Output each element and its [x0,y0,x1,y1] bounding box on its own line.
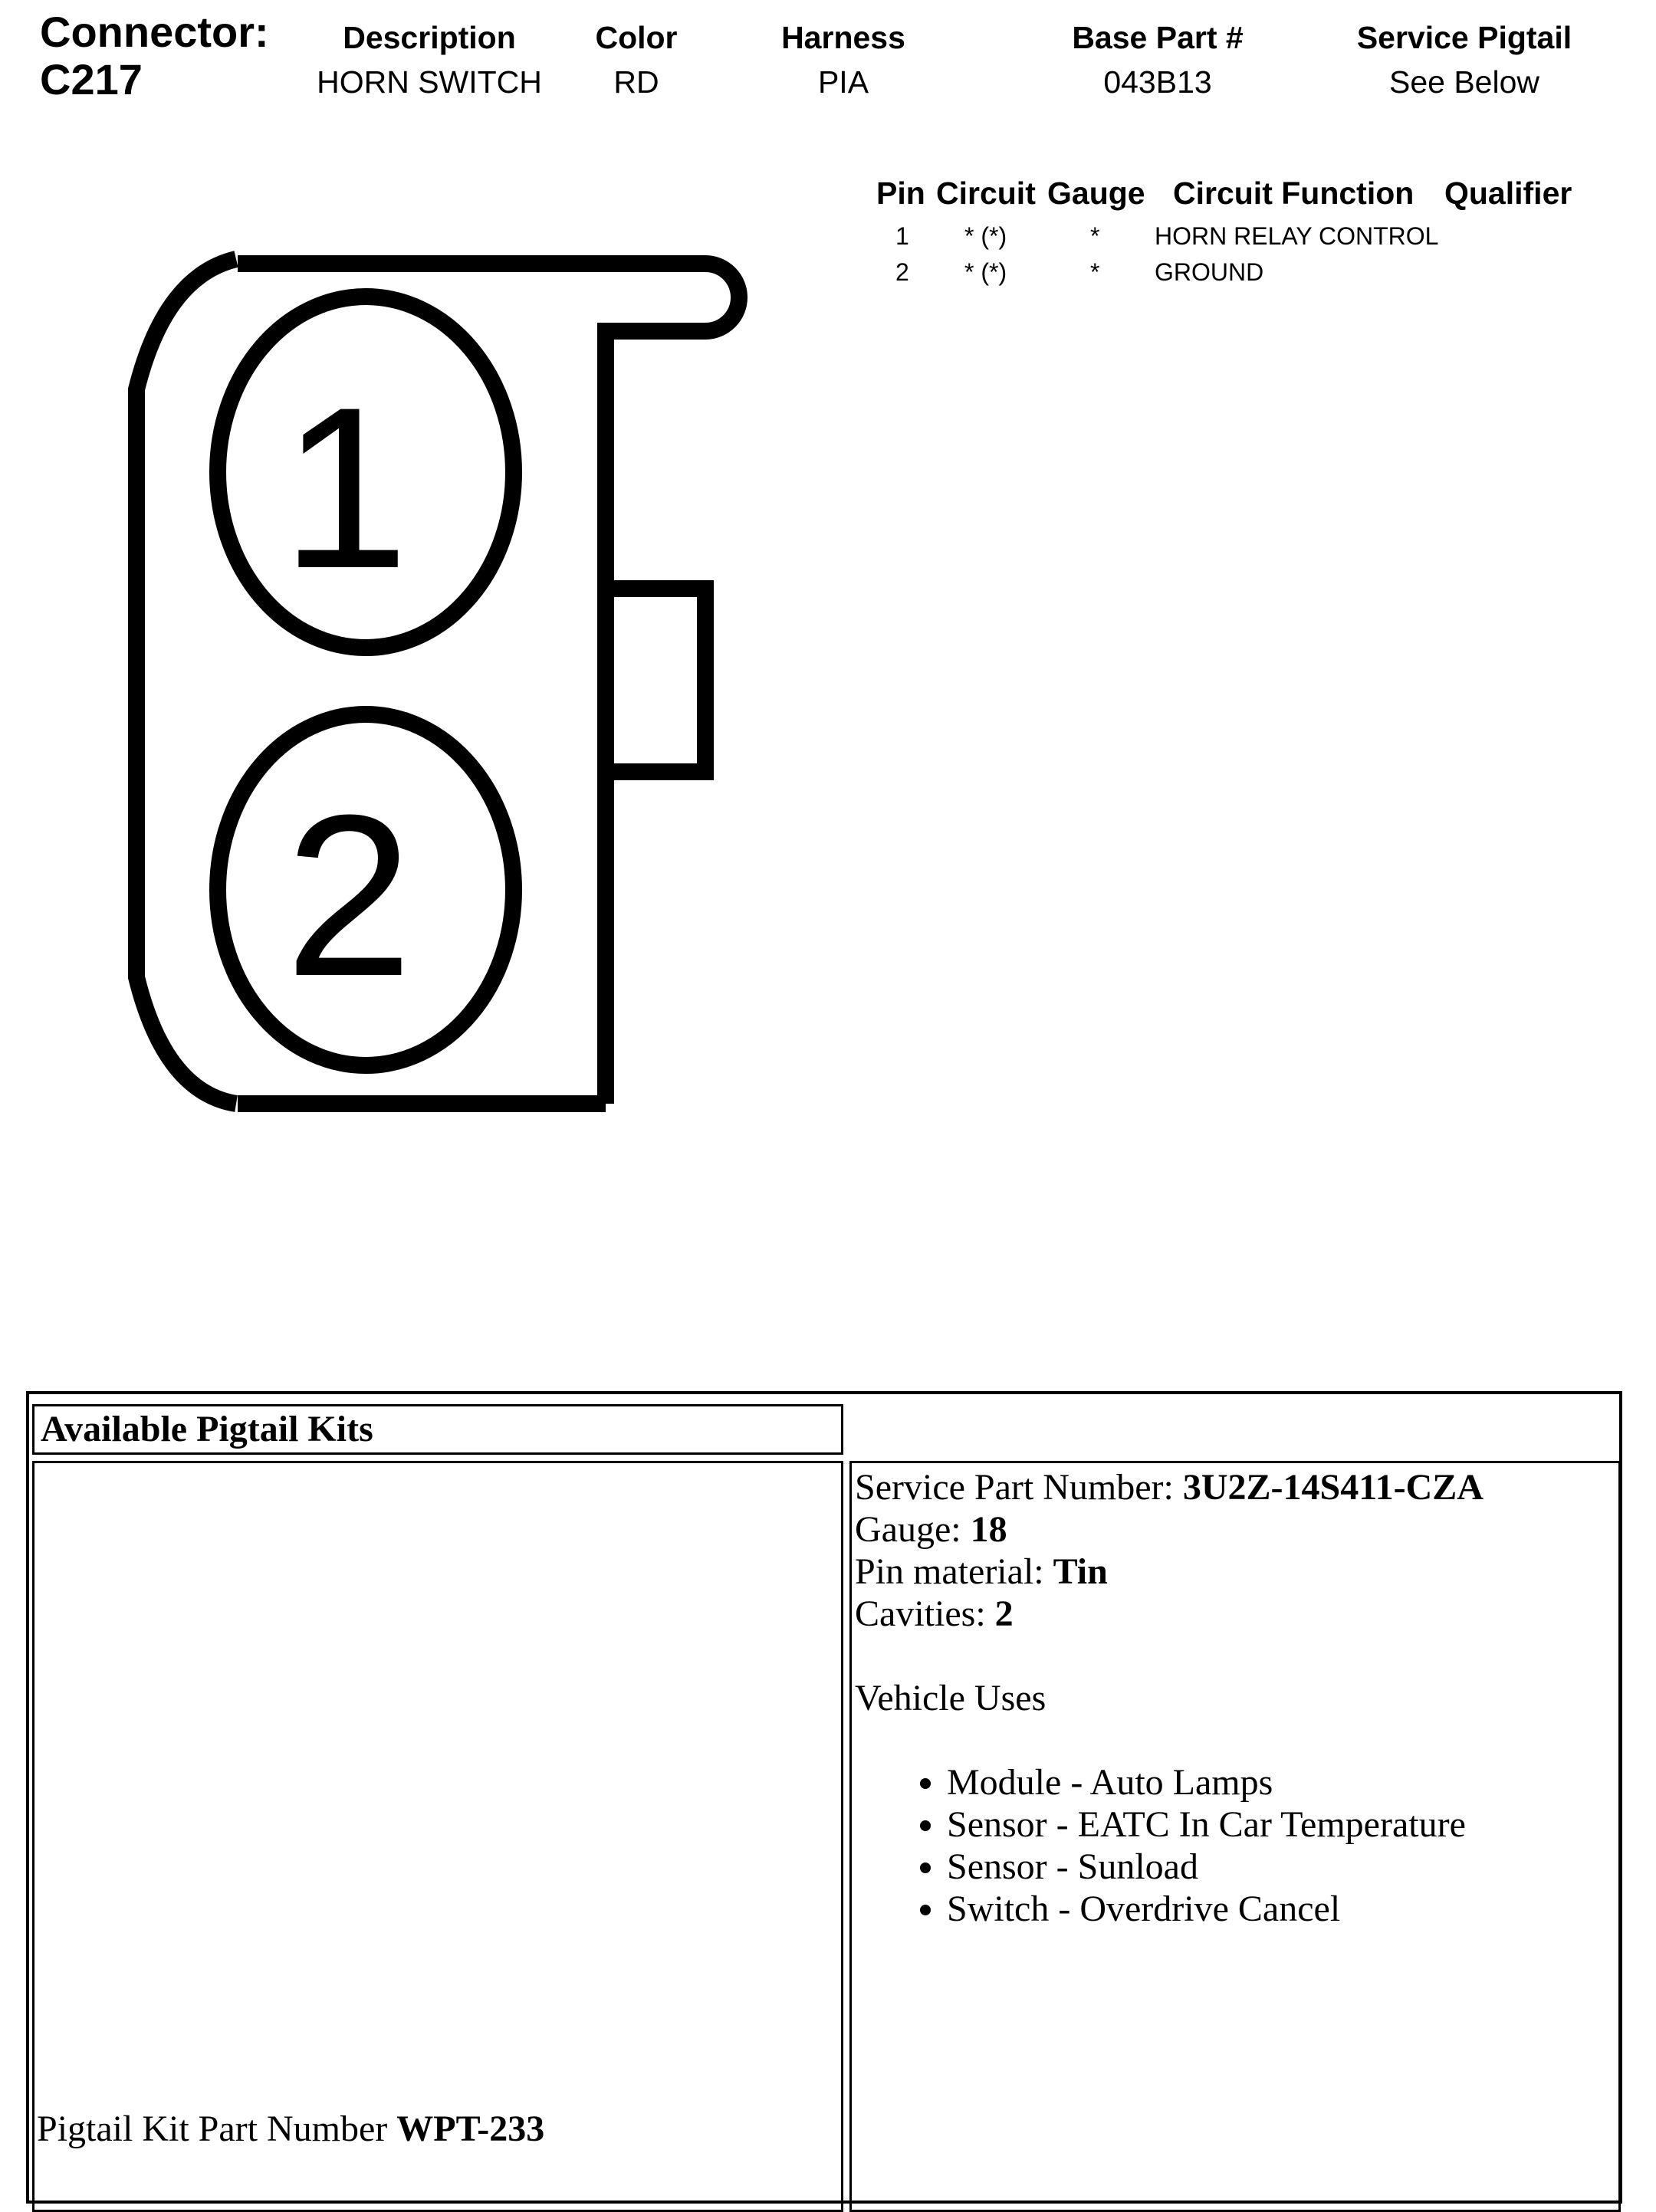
color-value: RD [613,64,659,100]
service-part-number: Service Part Number: 3U2Z-14S411-CZA [855,1467,1484,1508]
pin-circuit: * (*) [964,258,1007,286]
color-header: Color [595,20,678,55]
list-item: • Switch - Overdrive Cancel [947,1888,1618,1930]
description-value: HORN SWITCH [317,64,542,100]
pin-gauge: * [1090,222,1100,250]
harness-header: Harness [781,20,905,55]
pin-table-header-pin: Pin [876,176,925,211]
list-item: • Sensor - Sunload [947,1846,1618,1888]
pin-table-header-qualifier: Qualifier [1444,176,1572,211]
connector-id: C217 [40,55,143,103]
pin-function: HORN RELAY CONTROL [1155,222,1439,250]
pin-function: GROUND [1155,258,1264,286]
connector-latch-tab [606,589,705,772]
pin-number: 1 [895,222,909,250]
connector-outline-left [136,259,236,1104]
pigtail-kit-part-number: Pigtail Kit Part Number WPT-233 [37,2109,545,2149]
pigtail-kit-image-area [32,1461,843,2212]
kit-gauge: Gauge: 18 [855,1509,1007,1550]
pin-material: Pin material: Tin [855,1551,1108,1592]
pin-gauge: * [1090,258,1100,286]
pin-2-label: 2 [284,766,413,1024]
pigtail-kits-title: Available Pigtail Kits [32,1404,843,1455]
pin-circuit: * (*) [964,222,1007,250]
list-item: • Sensor - EATC In Car Temperature [947,1803,1618,1846]
pin-table-header-function: Circuit Function [1173,176,1414,211]
description-header: Description [343,20,516,55]
list-item: • Module - Auto Lamps [947,1761,1618,1803]
pin-table-header-circuit: Circuit [936,176,1036,211]
harness-value: PIA [817,64,869,100]
connector-label: Connector: [40,8,269,56]
base-part-value: 043B13 [1103,64,1212,100]
vehicle-uses-label: Vehicle Uses [855,1678,1046,1718]
pin-table-header-gauge: Gauge [1047,176,1145,211]
service-pigtail-header: Service Pigtail [1356,20,1572,55]
base-part-header: Base Part # [1072,20,1244,55]
pin-number: 2 [895,258,909,286]
vehicle-uses-list [855,1761,1618,1930]
service-pigtail-value: See Below [1388,64,1539,100]
cavities: Cavities: 2 [855,1593,1014,1634]
pin-1-label: 1 [281,359,409,616]
pigtail-kit-details [849,1461,1621,2212]
